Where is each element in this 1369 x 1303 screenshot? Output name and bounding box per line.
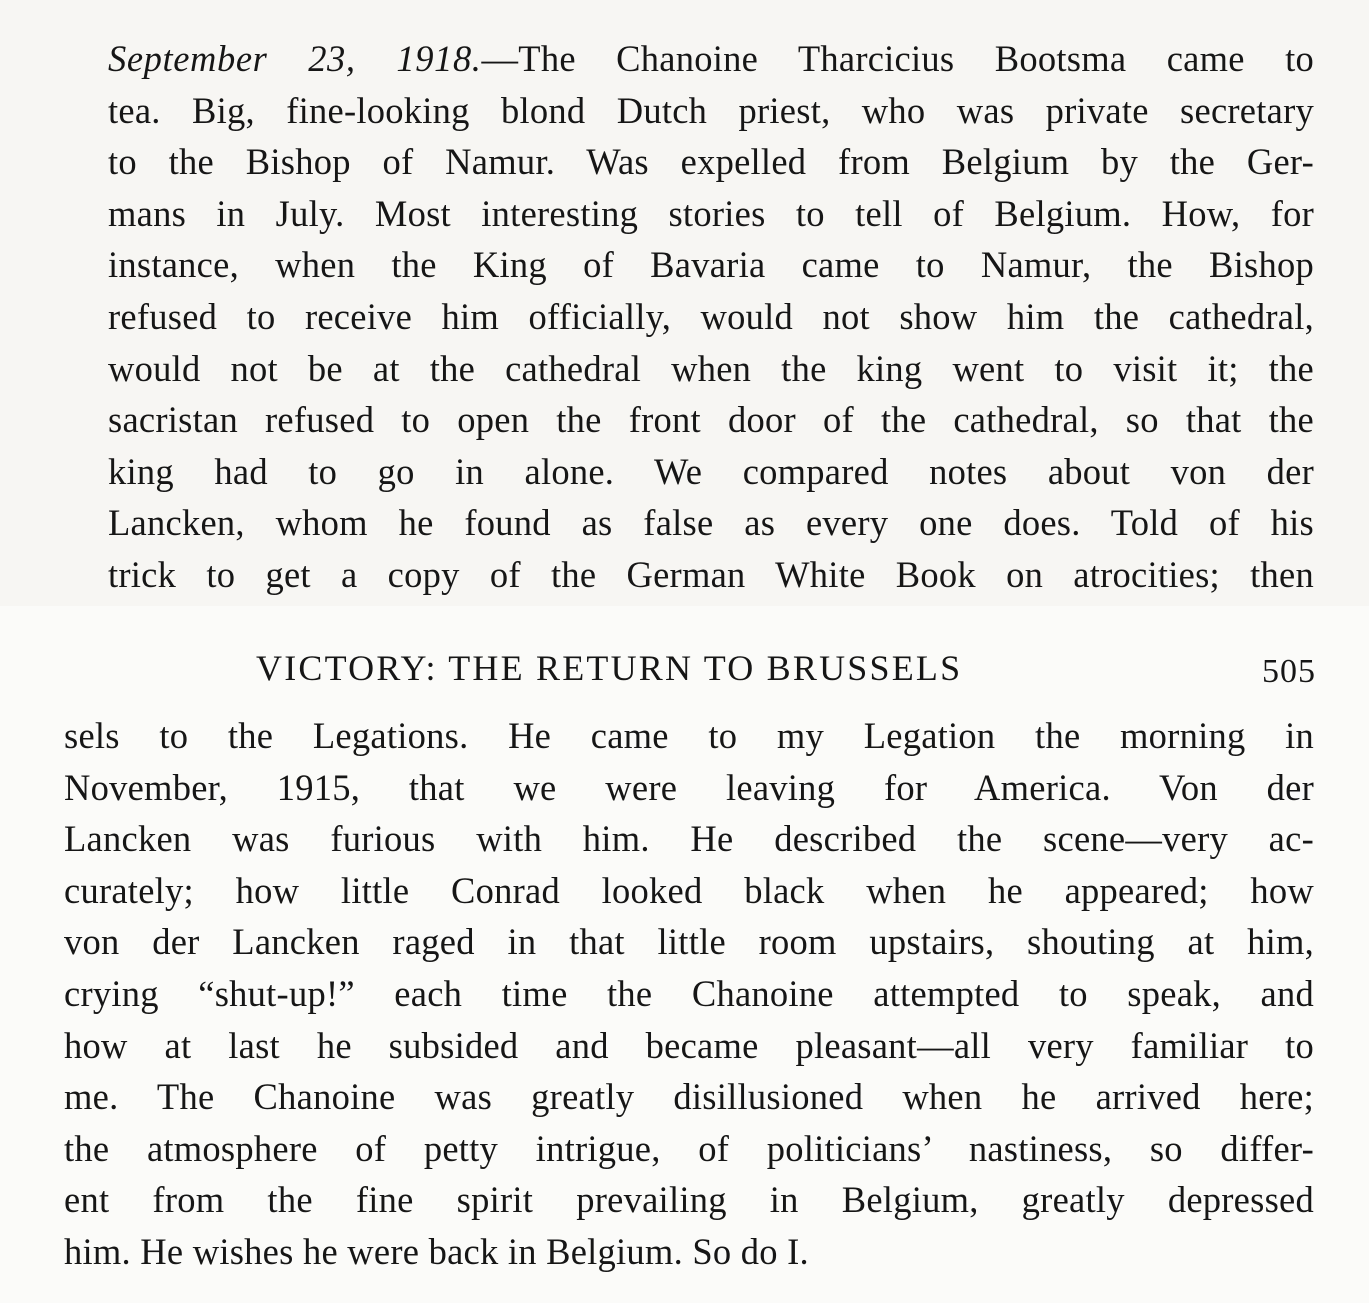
text-line-6: refused to receive him officially, would not show him the cathedral, [108, 295, 1314, 337]
text-line-14: Lancken was furious with him. He described the scene—very ac- [64, 818, 1314, 860]
text-line-21: ent from the fine spirit prevailing in Belgium, greatly depressed [64, 1179, 1314, 1221]
text-line-17: crying “shut-up!” each time the Chanoine attempted to speak, and [64, 972, 1314, 1014]
diary-entry-continuation [64, 710, 1314, 1278]
text-line-7: would not be at the cathedral when the king went to visit it; the [108, 347, 1314, 389]
text-line-1 [64, 33, 1314, 85]
text-line-18: how at last he subsided and became pleasant—all very familiar to [64, 1024, 1314, 1066]
text-line-12: sels to the Legations. He came to my Legation the morning in [64, 715, 1314, 756]
text-line-16: von der Lancken raged in that little room upstairs, shouting at him, [64, 921, 1314, 963]
text-line-11: trick to get a copy of the German White Book on atrocities; then [108, 553, 1314, 595]
text-line-15: curately; how little Conrad looked black when he appeared; how [64, 869, 1314, 911]
text-line-3: to the Bishop of Namur. Was expelled from Belgium by the Ger- [108, 141, 1314, 183]
text-line-2: tea. Big, fine-looking blond Dutch priest, who was private secretary [108, 89, 1314, 131]
text-line-9: king had to go in alone. We compared notes about von der [108, 450, 1314, 492]
running-title: VICTORY: THE RETURN TO BRUSSELS [256, 648, 963, 688]
text-line-8: sacristan refused to open the front door of the cathedral, so that the [108, 399, 1314, 441]
page-number: 505 [1262, 653, 1316, 690]
text-line-22: him. He wishes he were back in Belgium. So do I. [64, 1230, 809, 1272]
text-line-20: the atmosphere of petty intrigue, of politicians’ nastiness, so differ- [64, 1127, 1314, 1169]
line-text: —The Chanoine Tharcicius Bootsma came to [481, 38, 1314, 79]
text-line-19: me. The Chanoine was greatly disillusioned when he arrived here; [64, 1076, 1314, 1118]
text-line-4: mans in July. Most interesting stories to tell of Belgium. How, for [108, 192, 1314, 234]
diary-entry-opening [64, 33, 1314, 601]
entry-date: September 23, 1918. [108, 38, 482, 79]
text-line-13: November, 1915, that we were leaving for America. Von der [64, 766, 1314, 808]
text-line-10: Lancken, whom he found as false as every one does. Told of his [108, 502, 1314, 544]
text-line-5: instance, when the King of Bavaria came to Namur, the Bishop [108, 244, 1314, 286]
page-header [256, 640, 1316, 696]
